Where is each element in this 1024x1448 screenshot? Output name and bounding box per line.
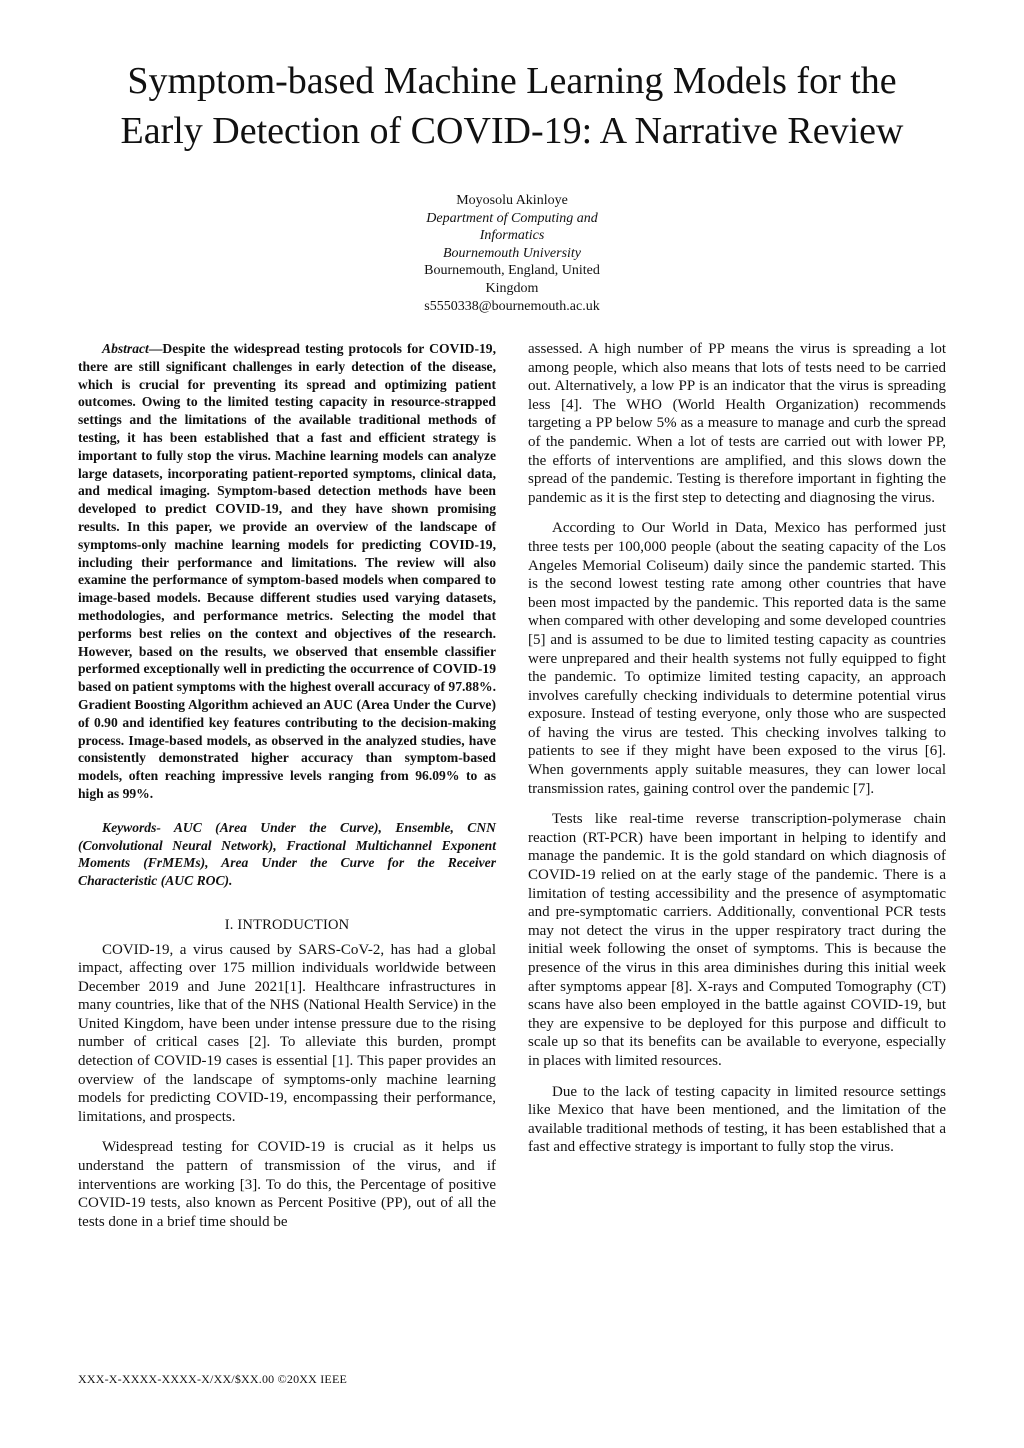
author-name: Moyosolu Akinloye (456, 193, 568, 208)
intro-paragraph-2: Widespread testing for COVID-19 is crucial as it helps us understand the pattern of transmission of the virus, and if interventions are working [3]. To do this, the Percentage of positive COVID-19 tests, also known as Percent Positive (PP), out of all the tests done in a brief time should be (78, 1139, 496, 1230)
author-location-line-1: Bournemouth, England, United (424, 263, 600, 279)
author-location-line-2: Kingdom (485, 280, 539, 296)
abstract (78, 340, 496, 803)
section-heading-introduction: I. INTRODUCTION (224, 916, 350, 933)
right-paragraph-1: assessed. A high number of PP means the virus is spreading a lot among people, which also means that lots of tests need to be carried out. Alternatively, a low PP is an indicator that the virus is spreading less [4]. The WHO (World Health Organization) recommends targeting a PP below 5% as a measure to manage and curb the spread of the pandemic. When a lot of tests are carried out with lower PP, the efforts of interventions are amplified, and this slows down the spread of the pandemic. Testing is therefore important in fighting the pandemic as it is the first step to detecting and diagnosing the virus. (528, 341, 946, 506)
right-column (528, 340, 946, 1157)
abstract-label: Abstract (102, 341, 149, 356)
intro-paragraph-1: COVID-19, a virus caused by SARS-CoV-2, has had a global impact, affecting over 175 million individuals worldwide between December 2019 and June 2021[1]. Healthcare infrastructures in many countries, like that of the NHS (National Health Service) in the United Kingdom, have been under intense pressure due to the rising number of critical cases [2]. To alleviate this burden, prompt detection of COVID-19 cases is essential [1]. This paper provides an overview of the landscape of symptoms-only machine learning models for predicting COVID-19, encompassing their performance, limitations, and prospects. (78, 941, 496, 1125)
left-column (78, 340, 496, 1231)
author-department-line-1: Department of Computing and (426, 210, 598, 226)
paper-title-line-1: Symptom-based Machine Learning Models for the (127, 60, 897, 102)
keywords: Keywords- AUC (Area Under the Curve), Ensemble, CNN (Convolutional Neural Network), Fractional Multichannel Exponent Moments (FrMEMs), Area Under the Curve for the Receiver Characteristic (AUC ROC). (78, 819, 496, 889)
author-email: s5550338@bournemouth.ac.uk (424, 298, 600, 314)
author-department-line-2: Informatics (479, 228, 545, 244)
author-university: Bournemouth University (442, 245, 582, 261)
right-paragraph-3: Tests like real-time reverse transcription-polymerase chain reaction (RT-PCR) have been important in helping to identify and manage the pandemic. It is the gold standard on which diagnosis of COVID-19 relied on at the early stage of the pandemic. There is a limitation of testing accessibility and the presence of asymptomatic and pre-symptomatic carriers. Additionally, conventional PCR tests may not detect the virus in the upper respiratory tract during the initial week following the onset of symptoms. This is because the presence of the virus in this area diminishes during this initial week after symptoms appear [8]. X-rays and Computed Tomography (CT) scans have also been employed in the battle against COVID-19, but they are expensive to be deployed for this purpose and difficult to scale up so that its benefits can be available to everyone, especially in places with limited resources. (528, 811, 946, 1069)
author-block (390, 192, 634, 315)
abstract-dash: — (148, 341, 163, 356)
abstract-text: Despite the widespread testing protocols for COVID-19, there are still significant challenges in early detection of the disease, which is crucial for preventing its spread and optimizing patient outcomes. Owing to the limited testing capacity in resource-strapped settings and the limitations of the available traditional methods of testing, it has been established that a fast and efficient strategy is important to fully stop the virus. Machine learning models can analyze large datasets, incorporating patient-reported symptoms, clinical data, and medical imaging. Symptom-based detection methods have been developed to predict COVID-19, and they have shown promising results. In this paper, we provide an overview of the landscape of symptoms-only machine learning models for predicting COVID-19, including their performance and limitations. The review will also examine the performance of symptom-based models when compared to image-based models. Because different studies used varying datasets, methodologies, and performance metrics. Selecting the model that performs best relies on the context and objectives of the research. However, based on the results, we observed that ensemble classifier performed exceptionally well in predicting the occurrence of COVID-19 based on patient symptoms with the highest overall accuracy of 97.88%. Gradient Boosting Algorithm achieved an AUC (Area Under the Curve) of 0.90 and identified key features contributing to the decision-making process. Image-based models, as observed in the analyzed studies, have consistently demonstrated higher accuracy than symptom-based models, often reaching impressive levels ranging from 96.09% to as high as 99%. (78, 341, 496, 801)
right-paragraph-4: Due to the lack of testing capacity in limited resource settings like Mexico that have been mentioned, and the limitation of the available traditional methods of testing, it has been established that a fast and effective strategy is important to fully stop the virus. (528, 1083, 946, 1156)
paper-title-line-2: Early Detection of COVID-19: A Narrative Review (120, 110, 904, 152)
right-paragraph-2: According to Our World in Data, Mexico has performed just three tests per 100,000 people (about the seating capacity of the Los Angeles Memorial Coliseum) daily since the pandemic started. This is the second lowest testing rate among other countries that have been most impacted by the pandemic. This reported data is the same when compared with other developing and some developed countries [5] and is assumed to be due to limited testing capacity as countries were unprepared and their health systems not fully equipped to fight the pandemic. To optimize limited testing capacity, an approach involves carefully checking individuals to determine potential virus exposure. Instead of testing everyone, only those who are suspected of having the virus are tested. This checking involves talking to patients to see if they might have been exposed to the virus [6]. When governments apply suitable measures, they can lower local transmission rates, gaining control over the pandemic [7]. (528, 520, 946, 797)
paper-title (40, 56, 984, 156)
copyright-footer: XXX-X-XXXX-XXXX-X/XX/$XX.00 ©20XX IEEE (78, 1372, 348, 1386)
